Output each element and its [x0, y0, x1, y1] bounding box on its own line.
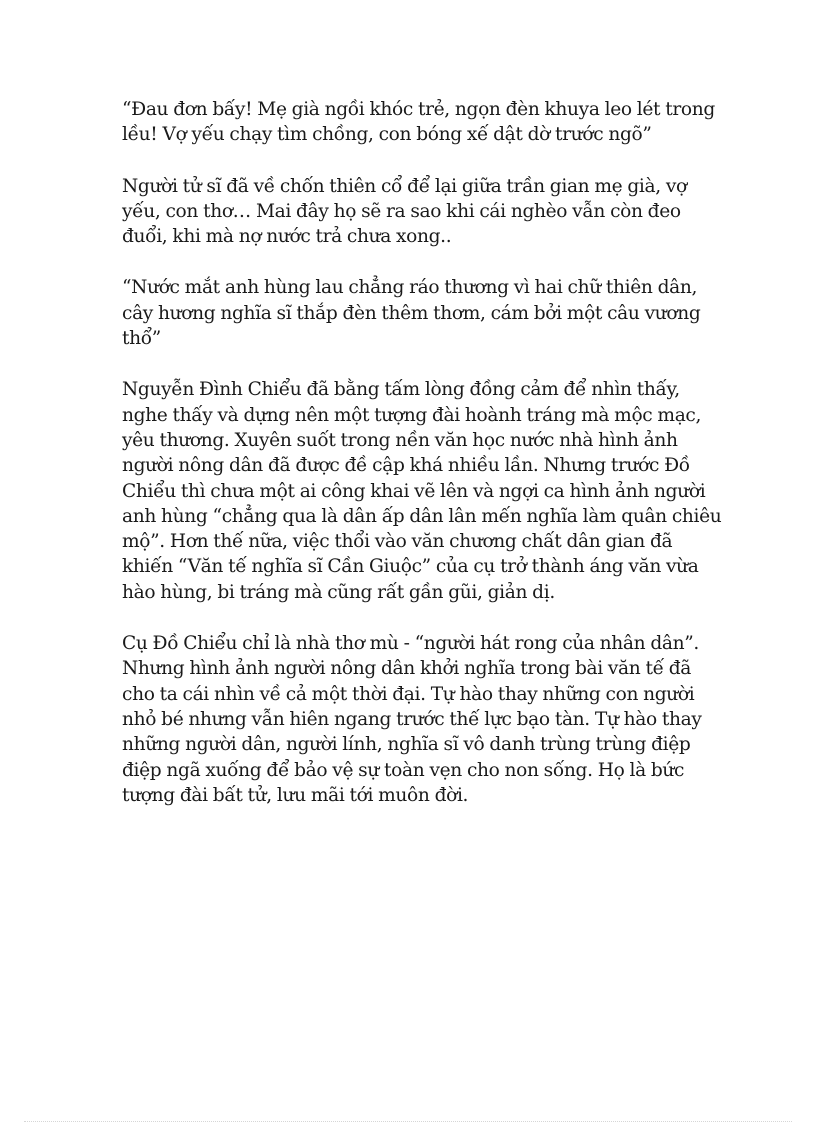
text-line: thổ”: [122, 328, 161, 350]
text-line: khiến “Văn tế nghĩa sĩ Cần Giuộc” của cụ trở thành áng văn vừa: [122, 556, 699, 578]
text-line: nghe thấy và dựng nên một tượng đài hoành tráng mà mộc mạc,: [122, 404, 702, 426]
text-line: Nhưng hình ảnh người nông dân khởi nghĩa trong bài văn tế đã: [122, 658, 692, 680]
text-line: Cụ Đồ Chiểu chỉ là nhà thơ mù - “người hát rong của nhân dân”.: [122, 633, 699, 655]
text-line: mộ”. Hơn thế nữa, việc thổi vào văn chương chất dân gian đã: [122, 531, 673, 553]
paragraph-quote-2: [122, 275, 702, 351]
text-line: Nguyễn Đình Chiểu đã bằng tấm lòng đồng cảm để nhìn thấy,: [122, 379, 680, 401]
text-line: anh hùng “chẳng qua là dân ấp dân lân mến nghĩa làm quân chiêu: [122, 505, 722, 527]
paragraph-nguyen-dinh-chieu: [122, 377, 722, 605]
page-bottom-divider: [24, 1121, 792, 1122]
text-line: “Nước mắt anh hùng lau chẳng ráo thương vì hai chữ thiên dân,: [122, 277, 698, 299]
text-line: người nông dân đã được đề cập khá nhiều lần. Nhưng trước Đồ: [122, 455, 690, 477]
text-line: đuổi, khi mà nợ nước trả chưa xong..: [122, 226, 452, 248]
text-line: điệp ngã xuống để bảo vệ sự toàn vẹn cho non sống. Họ là bức: [122, 759, 685, 781]
text-line: lều! Vợ yếu chạy tìm chồng, con bóng xế dật dờ trước ngõ”: [122, 124, 652, 146]
text-line: yêu thương. Xuyên suốt trong nền văn học nước nhà hình ảnh: [122, 429, 678, 451]
document-body: [122, 97, 722, 834]
paragraph-conclusion: [122, 631, 702, 808]
text-line: tượng đài bất tử, lưu mãi tới muôn đời.: [122, 784, 469, 806]
text-line: hào hùng, bi tráng mà cũng rất gần gũi, giản dị.: [122, 581, 555, 603]
text-line: cho ta cái nhìn về cả một thời đại. Tự hào thay những con người: [122, 683, 695, 705]
text-line: “Đau đơn bấy! Mẹ già ngồi khóc trẻ, ngọn đèn khuya leo lét trong: [122, 99, 715, 120]
text-line: yếu, con thơ… Mai đây họ sẽ ra sao khi cái nghèo vẫn còn đeo: [122, 200, 681, 222]
paragraph-fallen-soldiers: [122, 174, 702, 250]
text-line: những người dân, người lính, nghĩa sĩ vô danh trùng trùng điệp: [122, 734, 691, 756]
text-line: nhỏ bé nhưng vẫn hiên ngang trước thế lực bạo tàn. Tự hào thay: [122, 708, 702, 730]
text-line: Người tử sĩ đã về chốn thiên cổ để lại giữa trần gian mẹ già, vợ: [122, 175, 687, 197]
paragraph-quote-1: [122, 97, 715, 148]
text-line: Chiểu thì chưa một ai công khai vẽ lên và ngợi ca hình ảnh người: [122, 480, 706, 502]
text-line: cây hương nghĩa sĩ thắp đèn thêm thơm, cám bởi một câu vương: [122, 302, 701, 324]
